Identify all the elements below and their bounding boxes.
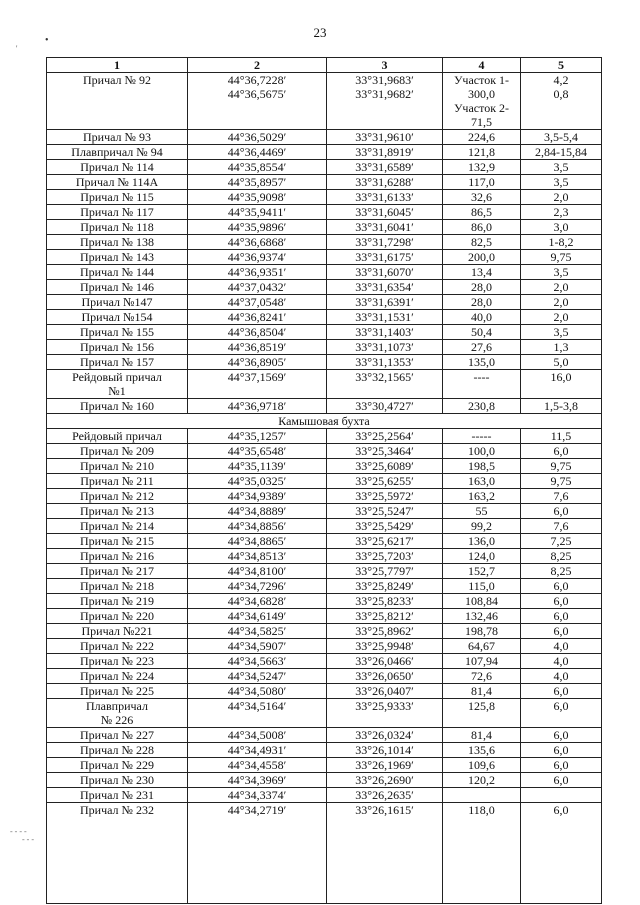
berth-length-cell: 120,2 <box>443 773 521 788</box>
berth-name-cell: Рейдовый причал <box>47 429 188 444</box>
latitude-cell: 44°36,9351′ <box>188 265 327 280</box>
table-row <box>47 175 602 190</box>
depth-cell: 1,3 <box>521 340 602 355</box>
longitude-cell: 33°25,6089′ <box>327 459 443 474</box>
longitude-cell: 33°31,7298′ <box>327 235 443 250</box>
table-row <box>47 370 602 399</box>
berth-length-cell: ----- <box>443 429 521 444</box>
longitude-cell: 33°25,8233′ <box>327 594 443 609</box>
berth-name-cell: Причал № 155 <box>47 325 188 340</box>
longitude-cell: 33°25,7203′ <box>327 549 443 564</box>
depth-cell: 1,5-3,8 <box>521 399 602 414</box>
depth-cell: 8,25 <box>521 549 602 564</box>
longitude-cell: 33°25,9948′ <box>327 639 443 654</box>
depth-cell: 3,5-5,4 <box>521 130 602 145</box>
berth-length-cell: 125,8 <box>443 699 521 728</box>
longitude-cell: 33°31,1073′ <box>327 340 443 355</box>
berth-name-cell: Причал № 218 <box>47 579 188 594</box>
latitude-cell: 44°34,6828′ <box>188 594 327 609</box>
table-row <box>47 489 602 504</box>
latitude-cell: 44°34,3374′ <box>188 788 327 803</box>
table-row <box>47 130 602 145</box>
berth-length-cell: 28,0 <box>443 280 521 295</box>
berth-length-cell: 99,2 <box>443 519 521 534</box>
depth-cell: 6,0 <box>521 773 602 788</box>
latitude-cell: 44°35,9896′ <box>188 220 327 235</box>
berth-name-cell: Причал № 144 <box>47 265 188 280</box>
berth-name-cell: Причал № 224 <box>47 669 188 684</box>
depth-cell: 6,0 <box>521 684 602 699</box>
berth-length-cell: ---- <box>443 370 521 399</box>
latitude-cell: 44°35,9098′ <box>188 190 327 205</box>
berth-name-cell: Причал № 213 <box>47 504 188 519</box>
depth-cell: 3,5 <box>521 265 602 280</box>
table-row <box>47 699 602 728</box>
table-row <box>47 609 602 624</box>
depth-cell: 3,5 <box>521 175 602 190</box>
longitude-cell: 33°25,3464′ <box>327 444 443 459</box>
berth-length-cell: 50,4 <box>443 325 521 340</box>
table-row <box>47 73 602 130</box>
berth-length-cell: 200,0 <box>443 250 521 265</box>
depth-cell: 6,0 <box>521 758 602 773</box>
table-row <box>47 504 602 519</box>
berth-length-cell: 86,0 <box>443 220 521 235</box>
depth-cell: 16,0 <box>521 370 602 399</box>
table-row <box>47 205 602 220</box>
longitude-cell: 33°25,8249′ <box>327 579 443 594</box>
table-row <box>47 399 602 414</box>
longitude-cell: 33°26,0407′ <box>327 684 443 699</box>
latitude-cell: 44°34,9389′ <box>188 489 327 504</box>
latitude-cell: 44°34,5080′ <box>188 684 327 699</box>
berth-length-cell: 81,4 <box>443 728 521 743</box>
longitude-cell: 33°25,8212′ <box>327 609 443 624</box>
longitude-cell: 33°30,4727′ <box>327 399 443 414</box>
longitude-cell: 33°26,2690′ <box>327 773 443 788</box>
longitude-cell: 33°26,1014′ <box>327 743 443 758</box>
latitude-cell: 44°35,8554′ <box>188 160 327 175</box>
latitude-cell: 44°36,5029′ <box>188 130 327 145</box>
table-row <box>47 265 602 280</box>
table-row <box>47 669 602 684</box>
berth-name-cell: Причал № 230 <box>47 773 188 788</box>
depth-cell: 6,0 <box>521 579 602 594</box>
berth-length-cell: 163,2 <box>443 489 521 504</box>
berth-length-cell: 55 <box>443 504 521 519</box>
latitude-cell: 44°35,1139′ <box>188 459 327 474</box>
longitude-cell: 33°26,0324′ <box>327 728 443 743</box>
berth-name-cell: Причал № 114А <box>47 175 188 190</box>
berth-name-cell: Причал №221 <box>47 624 188 639</box>
berth-name-cell: Причал № 228 <box>47 743 188 758</box>
longitude-cell: 33°26,1969′ <box>327 758 443 773</box>
berth-length-cell: 135,0 <box>443 355 521 370</box>
depth-cell: 4,0 <box>521 654 602 669</box>
longitude-cell: 33°31,6391′ <box>327 295 443 310</box>
longitude-cell: 33°31,9610′ <box>327 130 443 145</box>
depth-cell: 7,6 <box>521 489 602 504</box>
berth-length-cell: 136,0 <box>443 534 521 549</box>
berth-length-cell: 72,6 <box>443 669 521 684</box>
depth-cell <box>521 788 602 803</box>
longitude-cell: 33°25,5429′ <box>327 519 443 534</box>
berth-name-cell: Причал № 227 <box>47 728 188 743</box>
depth-cell: 6,0 <box>521 743 602 758</box>
berth-name-cell: Причал № 156 <box>47 340 188 355</box>
berth-length-cell: 135,6 <box>443 743 521 758</box>
latitude-cell: 44°35,0325′ <box>188 474 327 489</box>
berth-length-cell: 100,0 <box>443 444 521 459</box>
longitude-cell: 33°31,9683′ 33°31,9682′ <box>327 73 443 130</box>
berth-name-cell: Причал № 214 <box>47 519 188 534</box>
depth-cell: 6,0 <box>521 803 602 904</box>
berth-length-cell: 152,7 <box>443 564 521 579</box>
depth-cell: 5,0 <box>521 355 602 370</box>
table-row <box>47 444 602 459</box>
table-row <box>47 549 602 564</box>
berth-name-cell: Причал № 225 <box>47 684 188 699</box>
berth-name-cell: Причал № 222 <box>47 639 188 654</box>
depth-cell: 7,25 <box>521 534 602 549</box>
column-header: 1 <box>47 58 188 73</box>
berth-length-cell: 108,84 <box>443 594 521 609</box>
table-row <box>47 773 602 788</box>
latitude-cell: 44°34,8513′ <box>188 549 327 564</box>
table-row <box>47 534 602 549</box>
berth-name-cell: Причал № 92 <box>47 73 188 130</box>
depth-cell: 6,0 <box>521 624 602 639</box>
berth-length-cell: 40,0 <box>443 310 521 325</box>
berth-length-cell: 109,6 <box>443 758 521 773</box>
longitude-cell: 33°25,6255′ <box>327 474 443 489</box>
scan-dash: - - - - <box>10 827 27 836</box>
latitude-cell: 44°34,4558′ <box>188 758 327 773</box>
depth-cell: 6,0 <box>521 504 602 519</box>
latitude-cell: 44°36,8241′ <box>188 310 327 325</box>
table-row <box>47 340 602 355</box>
table-body <box>47 73 602 904</box>
berth-name-cell: Причал № 215 <box>47 534 188 549</box>
latitude-cell: 44°36,6868′ <box>188 235 327 250</box>
longitude-cell: 33°31,1531′ <box>327 310 443 325</box>
longitude-cell: 33°31,6133′ <box>327 190 443 205</box>
berth-length-cell: 28,0 <box>443 295 521 310</box>
berth-length-cell: Участок 1- 300,0 Участок 2- 71,5 <box>443 73 521 130</box>
berth-coordinates-table <box>46 57 602 904</box>
latitude-cell: 44°34,8889′ <box>188 504 327 519</box>
latitude-cell: 44°34,7296′ <box>188 579 327 594</box>
latitude-cell: 44°36,7228′ 44°36,5675′ <box>188 73 327 130</box>
longitude-cell: 33°31,1403′ <box>327 325 443 340</box>
berth-length-cell: 198,5 <box>443 459 521 474</box>
depth-cell: 11,5 <box>521 429 602 444</box>
latitude-cell: 44°35,1257′ <box>188 429 327 444</box>
berth-length-cell: 32,6 <box>443 190 521 205</box>
depth-cell: 1-8,2 <box>521 235 602 250</box>
latitude-cell: 44°34,3969′ <box>188 773 327 788</box>
berth-name-cell: Плавпричал № 94 <box>47 145 188 160</box>
berth-length-cell: 132,9 <box>443 160 521 175</box>
longitude-cell: 33°25,9333′ <box>327 699 443 728</box>
table-row <box>47 429 602 444</box>
longitude-cell: 33°25,6217′ <box>327 534 443 549</box>
berth-length-cell: 230,8 <box>443 399 521 414</box>
berth-length-cell: 163,0 <box>443 474 521 489</box>
latitude-cell: 44°36,9718′ <box>188 399 327 414</box>
latitude-cell: 44°34,5825′ <box>188 624 327 639</box>
berth-name-cell: Причал № 118 <box>47 220 188 235</box>
table-row <box>47 743 602 758</box>
column-header: 4 <box>443 58 521 73</box>
longitude-cell: 33°25,2564′ <box>327 429 443 444</box>
berth-name-cell: Причал № 138 <box>47 235 188 250</box>
berth-name-cell: Причал № 93 <box>47 130 188 145</box>
berth-name-cell: Причал № 211 <box>47 474 188 489</box>
depth-cell: 9,75 <box>521 474 602 489</box>
depth-cell: 2,84-15,84 <box>521 145 602 160</box>
longitude-cell: 33°26,1615′ <box>327 803 443 904</box>
depth-cell: 6,0 <box>521 444 602 459</box>
latitude-cell: 44°35,9411′ <box>188 205 327 220</box>
longitude-cell: 33°31,1353′ <box>327 355 443 370</box>
longitude-cell: 33°31,6288′ <box>327 175 443 190</box>
column-header: 2 <box>188 58 327 73</box>
berth-length-cell: 81,4 <box>443 684 521 699</box>
latitude-cell: 44°37,1569′ <box>188 370 327 399</box>
longitude-cell: 33°26,2635′ <box>327 788 443 803</box>
latitude-cell: 44°34,5663′ <box>188 654 327 669</box>
berth-length-cell: 27,6 <box>443 340 521 355</box>
berth-length-cell <box>443 788 521 803</box>
table-row <box>47 579 602 594</box>
longitude-cell: 33°32,1565′ <box>327 370 443 399</box>
table-row <box>47 160 602 175</box>
latitude-cell: 44°37,0548′ <box>188 295 327 310</box>
berth-name-cell: Причал № 223 <box>47 654 188 669</box>
longitude-cell: 33°31,6070′ <box>327 265 443 280</box>
depth-cell: 9,75 <box>521 459 602 474</box>
longitude-cell: 33°25,5247′ <box>327 504 443 519</box>
berth-name-cell: Причал № 146 <box>47 280 188 295</box>
latitude-cell: 44°34,5008′ <box>188 728 327 743</box>
table-row <box>47 758 602 773</box>
berth-name-cell: Рейдовый причал №1 <box>47 370 188 399</box>
table-row <box>47 803 602 904</box>
depth-cell: 2,0 <box>521 190 602 205</box>
table-row <box>47 280 602 295</box>
table-row <box>47 295 602 310</box>
table-row <box>47 519 602 534</box>
depth-cell: 3,0 <box>521 220 602 235</box>
depth-cell: 6,0 <box>521 609 602 624</box>
table-row <box>47 654 602 669</box>
berth-name-cell: Причал № 229 <box>47 758 188 773</box>
berth-length-cell: 117,0 <box>443 175 521 190</box>
table-row <box>47 474 602 489</box>
depth-cell: 2,0 <box>521 310 602 325</box>
depth-cell: 4,0 <box>521 669 602 684</box>
berth-name-cell: Причал № 117 <box>47 205 188 220</box>
table-row <box>47 325 602 340</box>
longitude-cell: 33°31,8919′ <box>327 145 443 160</box>
berth-name-cell: Причал № 216 <box>47 549 188 564</box>
latitude-cell: 44°34,6149′ <box>188 609 327 624</box>
depth-cell: 2,0 <box>521 280 602 295</box>
table-row <box>47 594 602 609</box>
berth-name-cell: Причал № 232 <box>47 803 188 904</box>
longitude-cell: 33°25,7797′ <box>327 564 443 579</box>
berth-name-cell: Причал № 160 <box>47 399 188 414</box>
latitude-cell: 44°37,0432′ <box>188 280 327 295</box>
table-row <box>47 459 602 474</box>
latitude-cell: 44°34,5907′ <box>188 639 327 654</box>
berth-length-cell: 132,46 <box>443 609 521 624</box>
latitude-cell: 44°34,8856′ <box>188 519 327 534</box>
page-number: 23 <box>313 25 327 40</box>
berth-name-cell: Причал №154 <box>47 310 188 325</box>
table-row <box>47 310 602 325</box>
longitude-cell: 33°25,5972′ <box>327 489 443 504</box>
table-row <box>47 190 602 205</box>
depth-cell: 6,0 <box>521 699 602 728</box>
latitude-cell: 44°35,6548′ <box>188 444 327 459</box>
table-row <box>47 220 602 235</box>
longitude-cell: 33°31,6045′ <box>327 205 443 220</box>
depth-cell: 7,6 <box>521 519 602 534</box>
table-row <box>47 728 602 743</box>
berth-name-cell: Причал №147 <box>47 295 188 310</box>
berth-length-cell: 198,78 <box>443 624 521 639</box>
latitude-cell: 44°36,8504′ <box>188 325 327 340</box>
berth-length-cell: 121,8 <box>443 145 521 160</box>
depth-cell: 4,2 0,8 <box>521 73 602 130</box>
latitude-cell: 44°36,8519′ <box>188 340 327 355</box>
berth-length-cell: 86,5 <box>443 205 521 220</box>
latitude-cell: 44°34,2719′ <box>188 803 327 904</box>
berth-length-cell: 82,5 <box>443 235 521 250</box>
berth-name-cell: Причал № 212 <box>47 489 188 504</box>
latitude-cell: 44°34,4931′ <box>188 743 327 758</box>
scan-mark: ' <box>16 44 18 53</box>
berth-length-cell: 124,0 <box>443 549 521 564</box>
scan-dash: - - - <box>22 835 34 844</box>
latitude-cell: 44°36,9374′ <box>188 250 327 265</box>
column-header: 3 <box>327 58 443 73</box>
berth-name-cell: Причал № 210 <box>47 459 188 474</box>
scan-dot: • <box>45 35 49 46</box>
depth-cell: 2,3 <box>521 205 602 220</box>
section-title: Камышовая бухта <box>47 414 602 429</box>
column-header: 5 <box>521 58 602 73</box>
berth-name-cell: Причал № 220 <box>47 609 188 624</box>
depth-cell: 8,25 <box>521 564 602 579</box>
depth-cell: 3,5 <box>521 160 602 175</box>
berth-length-cell: 118,0 <box>443 803 521 904</box>
longitude-cell: 33°25,8962′ <box>327 624 443 639</box>
depth-cell: 9,75 <box>521 250 602 265</box>
latitude-cell: 44°34,8865′ <box>188 534 327 549</box>
berth-length-cell: 115,0 <box>443 579 521 594</box>
table-row <box>47 355 602 370</box>
berth-length-cell: 64,67 <box>443 639 521 654</box>
berth-name-cell: Причал № 209 <box>47 444 188 459</box>
latitude-cell: 44°36,4469′ <box>188 145 327 160</box>
latitude-cell: 44°34,8100′ <box>188 564 327 579</box>
berth-length-cell: 13,4 <box>443 265 521 280</box>
table-row <box>47 684 602 699</box>
section-row <box>47 414 602 429</box>
longitude-cell: 33°31,6589′ <box>327 160 443 175</box>
berth-name-cell: Причал № 231 <box>47 788 188 803</box>
table-row <box>47 788 602 803</box>
depth-cell: 3,5 <box>521 325 602 340</box>
table-row <box>47 235 602 250</box>
longitude-cell: 33°26,0650′ <box>327 669 443 684</box>
table-row <box>47 145 602 160</box>
latitude-cell: 44°36,8905′ <box>188 355 327 370</box>
table-row <box>47 250 602 265</box>
table-row <box>47 624 602 639</box>
latitude-cell: 44°34,5247′ <box>188 669 327 684</box>
longitude-cell: 33°31,6354′ <box>327 280 443 295</box>
longitude-cell: 33°31,6041′ <box>327 220 443 235</box>
latitude-cell: 44°35,8957′ <box>188 175 327 190</box>
longitude-cell: 33°26,0466′ <box>327 654 443 669</box>
berth-name-cell: Причал № 114 <box>47 160 188 175</box>
depth-cell: 2,0 <box>521 295 602 310</box>
berth-name-cell: Причал № 157 <box>47 355 188 370</box>
table-row <box>47 639 602 654</box>
berth-name-cell: Причал № 115 <box>47 190 188 205</box>
berth-name-cell: Плавпричал № 226 <box>47 699 188 728</box>
table-row <box>47 564 602 579</box>
berth-length-cell: 224,6 <box>443 130 521 145</box>
depth-cell: 6,0 <box>521 728 602 743</box>
table-header-row <box>47 58 602 73</box>
berth-length-cell: 107,94 <box>443 654 521 669</box>
berth-name-cell: Причал № 217 <box>47 564 188 579</box>
depth-cell: 6,0 <box>521 594 602 609</box>
latitude-cell: 44°34,5164′ <box>188 699 327 728</box>
depth-cell: 4,0 <box>521 639 602 654</box>
longitude-cell: 33°31,6175′ <box>327 250 443 265</box>
berth-name-cell: Причал № 219 <box>47 594 188 609</box>
berth-name-cell: Причал № 143 <box>47 250 188 265</box>
